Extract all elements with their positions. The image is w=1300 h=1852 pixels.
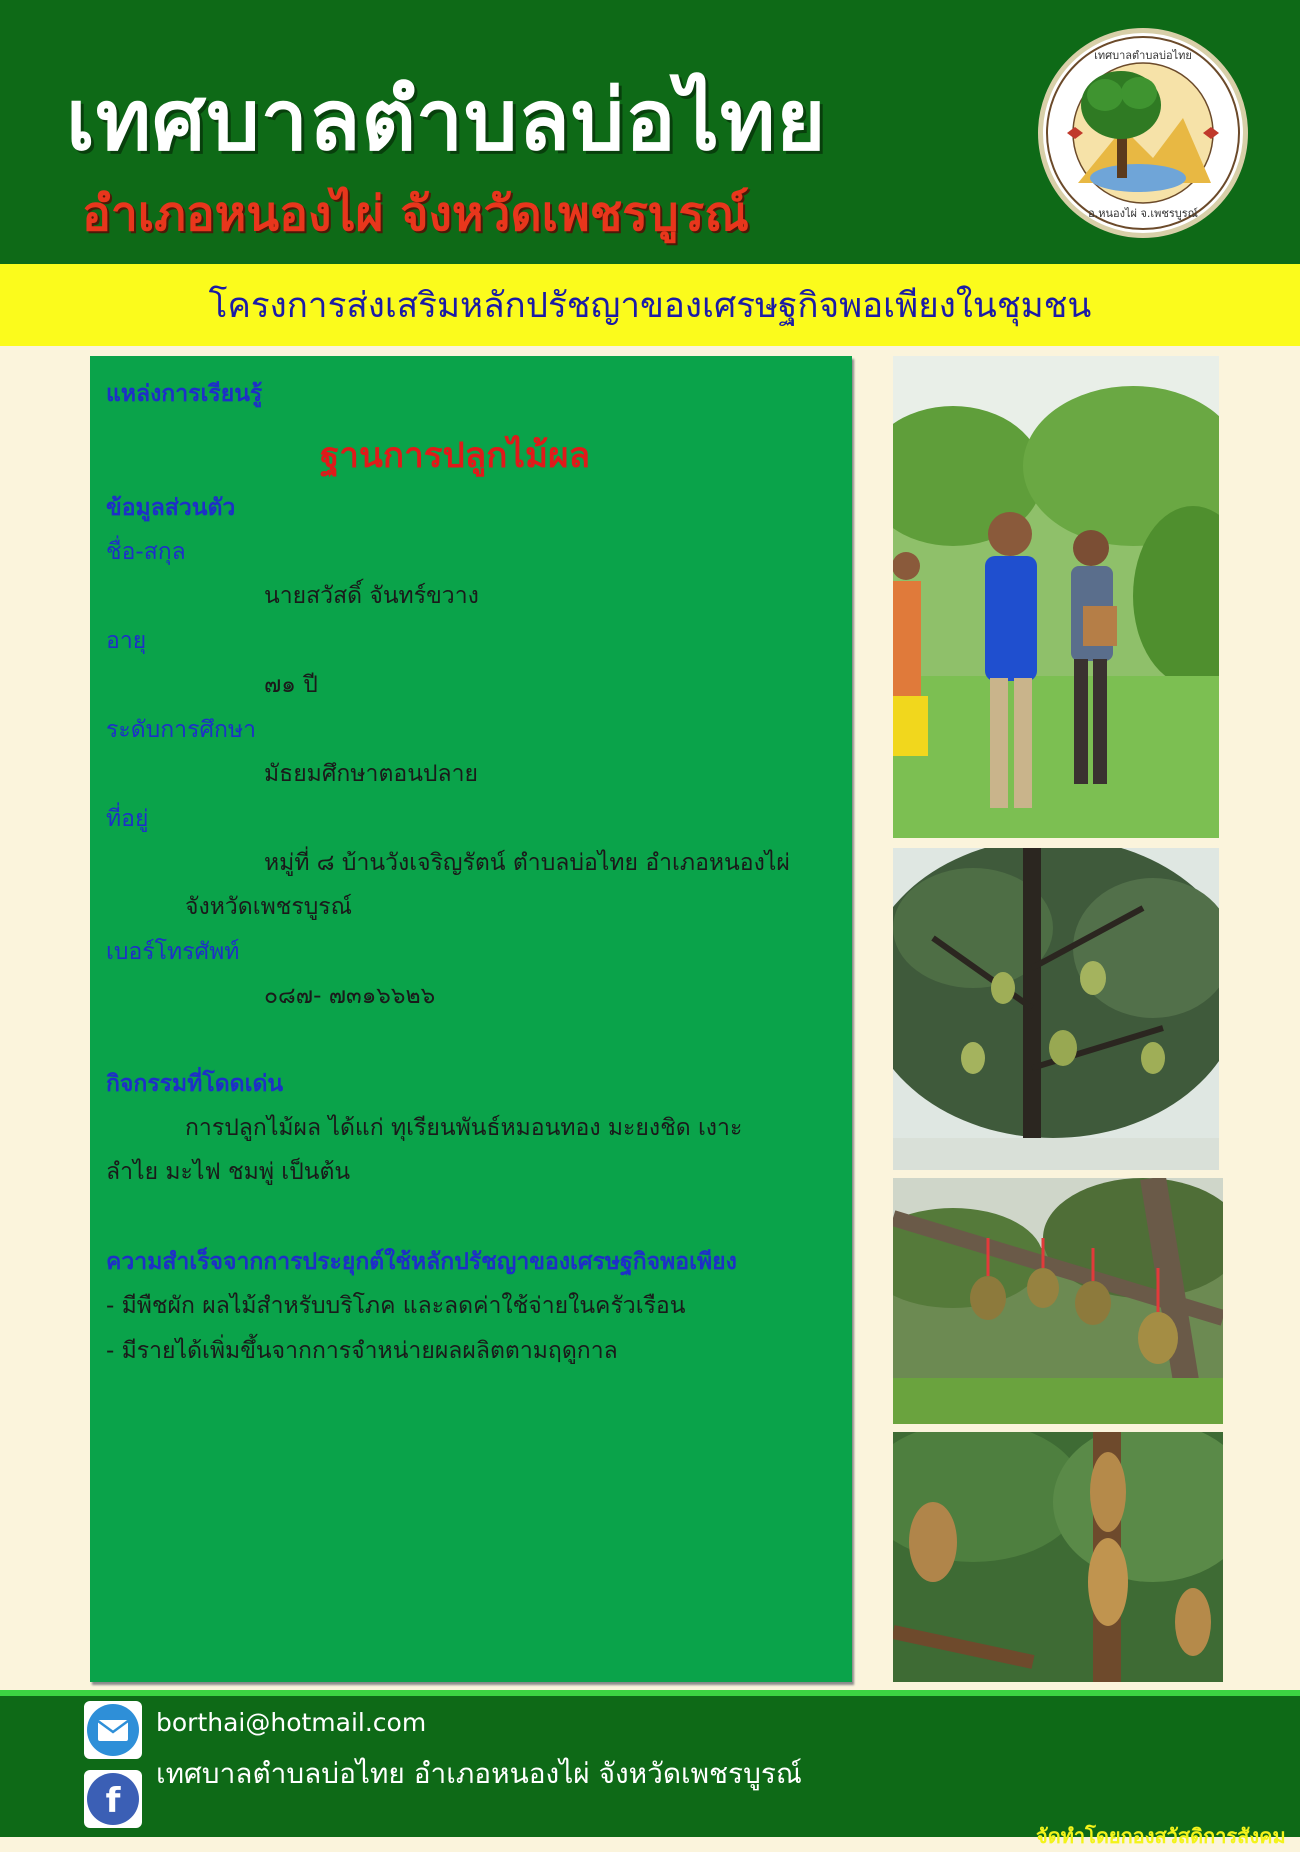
name-label: ชื่อ-สกุล	[106, 539, 186, 565]
page-subtitle: อำเภอหนองไผ่ จังหวัดเพชรบูรณ์	[82, 186, 749, 242]
age-value: ๗๑ ปี	[264, 672, 318, 698]
section-label: แหล่งการเรียนรู้	[106, 381, 263, 407]
activity-heading: กิจกรรมที่โดดเด่น	[106, 1071, 284, 1097]
photo-durian-fruits	[893, 1178, 1223, 1424]
svg-text:f: f	[105, 1781, 121, 1821]
facebook-icon	[84, 1770, 142, 1828]
activity-line-2: ลำไย มะไฟ ชมพู่ เป็นต้น	[106, 1159, 351, 1185]
address-line-1: หมู่ที่ ๘ บ้านวังเจริญรัตน์ ตำบลบ่อไทย อำเภอหนองไผ่	[264, 850, 790, 876]
svg-text:เทศบาลตำบลบ่อไทย: เทศบาลตำบลบ่อไทย	[1094, 49, 1192, 62]
address-line-2: จังหวัดเพชรบูรณ์	[185, 894, 352, 920]
phone-label: เบอร์โทรศัพท์	[106, 939, 240, 965]
success-item: - มีพืชผัก ผลไม้สำหรับบริโภค และลดค่าใช้จ่ายในครัวเรือน	[106, 1293, 686, 1319]
address-label: ที่อยู่	[106, 806, 149, 832]
personal-heading: ข้อมูลส่วนตัว	[106, 495, 236, 521]
facebook-page-name[interactable]: เทศบาลตำบลบ่อไทย อำเภอหนองไผ่ จังหวัดเพชรบูรณ์	[156, 1757, 802, 1790]
header-banner	[0, 0, 1300, 264]
municipality-logo	[1038, 28, 1248, 238]
project-title: โครงการส่งเสริมหลักปรัชญาของเศรษฐกิจพอเพียงในชุมชน	[208, 286, 1092, 326]
svg-text:อ.หนองไผ่ จ.เพชรบูรณ์: อ.หนองไผ่ จ.เพชรบูรณ์	[1088, 207, 1198, 220]
page-title: เทศบาลตำบลบ่อไทย	[66, 71, 827, 169]
phone-value: ๐๘๗- ๗๓๑๖๖๒๖	[264, 983, 436, 1009]
station-title: ฐานการปลูกไม้ผล	[320, 436, 591, 476]
education-value: มัธยมศึกษาตอนปลาย	[264, 761, 478, 787]
credit-text: จัดทำโดยกองสวัสดิการสังคม	[1036, 1824, 1286, 1848]
name-value: นายสวัสดิ์ จันทร์ขวาง	[264, 583, 479, 609]
content-panel	[90, 356, 852, 1682]
email-address[interactable]: borthai@hotmail.com	[156, 1708, 427, 1737]
photo-durian-tree	[893, 848, 1219, 1170]
photo-people-in-orchard	[893, 356, 1219, 838]
success-heading: ความสำเร็จจากการประยุกต์ใช้หลักปรัชญาของเศรษฐกิจพอเพียง	[106, 1249, 737, 1275]
email-icon	[84, 1701, 142, 1759]
age-label: อายุ	[106, 628, 147, 654]
success-item: - มีรายได้เพิ่มขึ้นจากการจำหน่ายผลผลิตตามฤดูกาล	[106, 1338, 618, 1364]
photo-longkong-tree	[893, 1432, 1223, 1682]
activity-line-1: การปลูกไม้ผล ได้แก่ ทุเรียนพันธ์หมอนทอง มะยงชิด เงาะ	[185, 1115, 743, 1141]
education-label: ระดับการศึกษา	[106, 717, 257, 743]
